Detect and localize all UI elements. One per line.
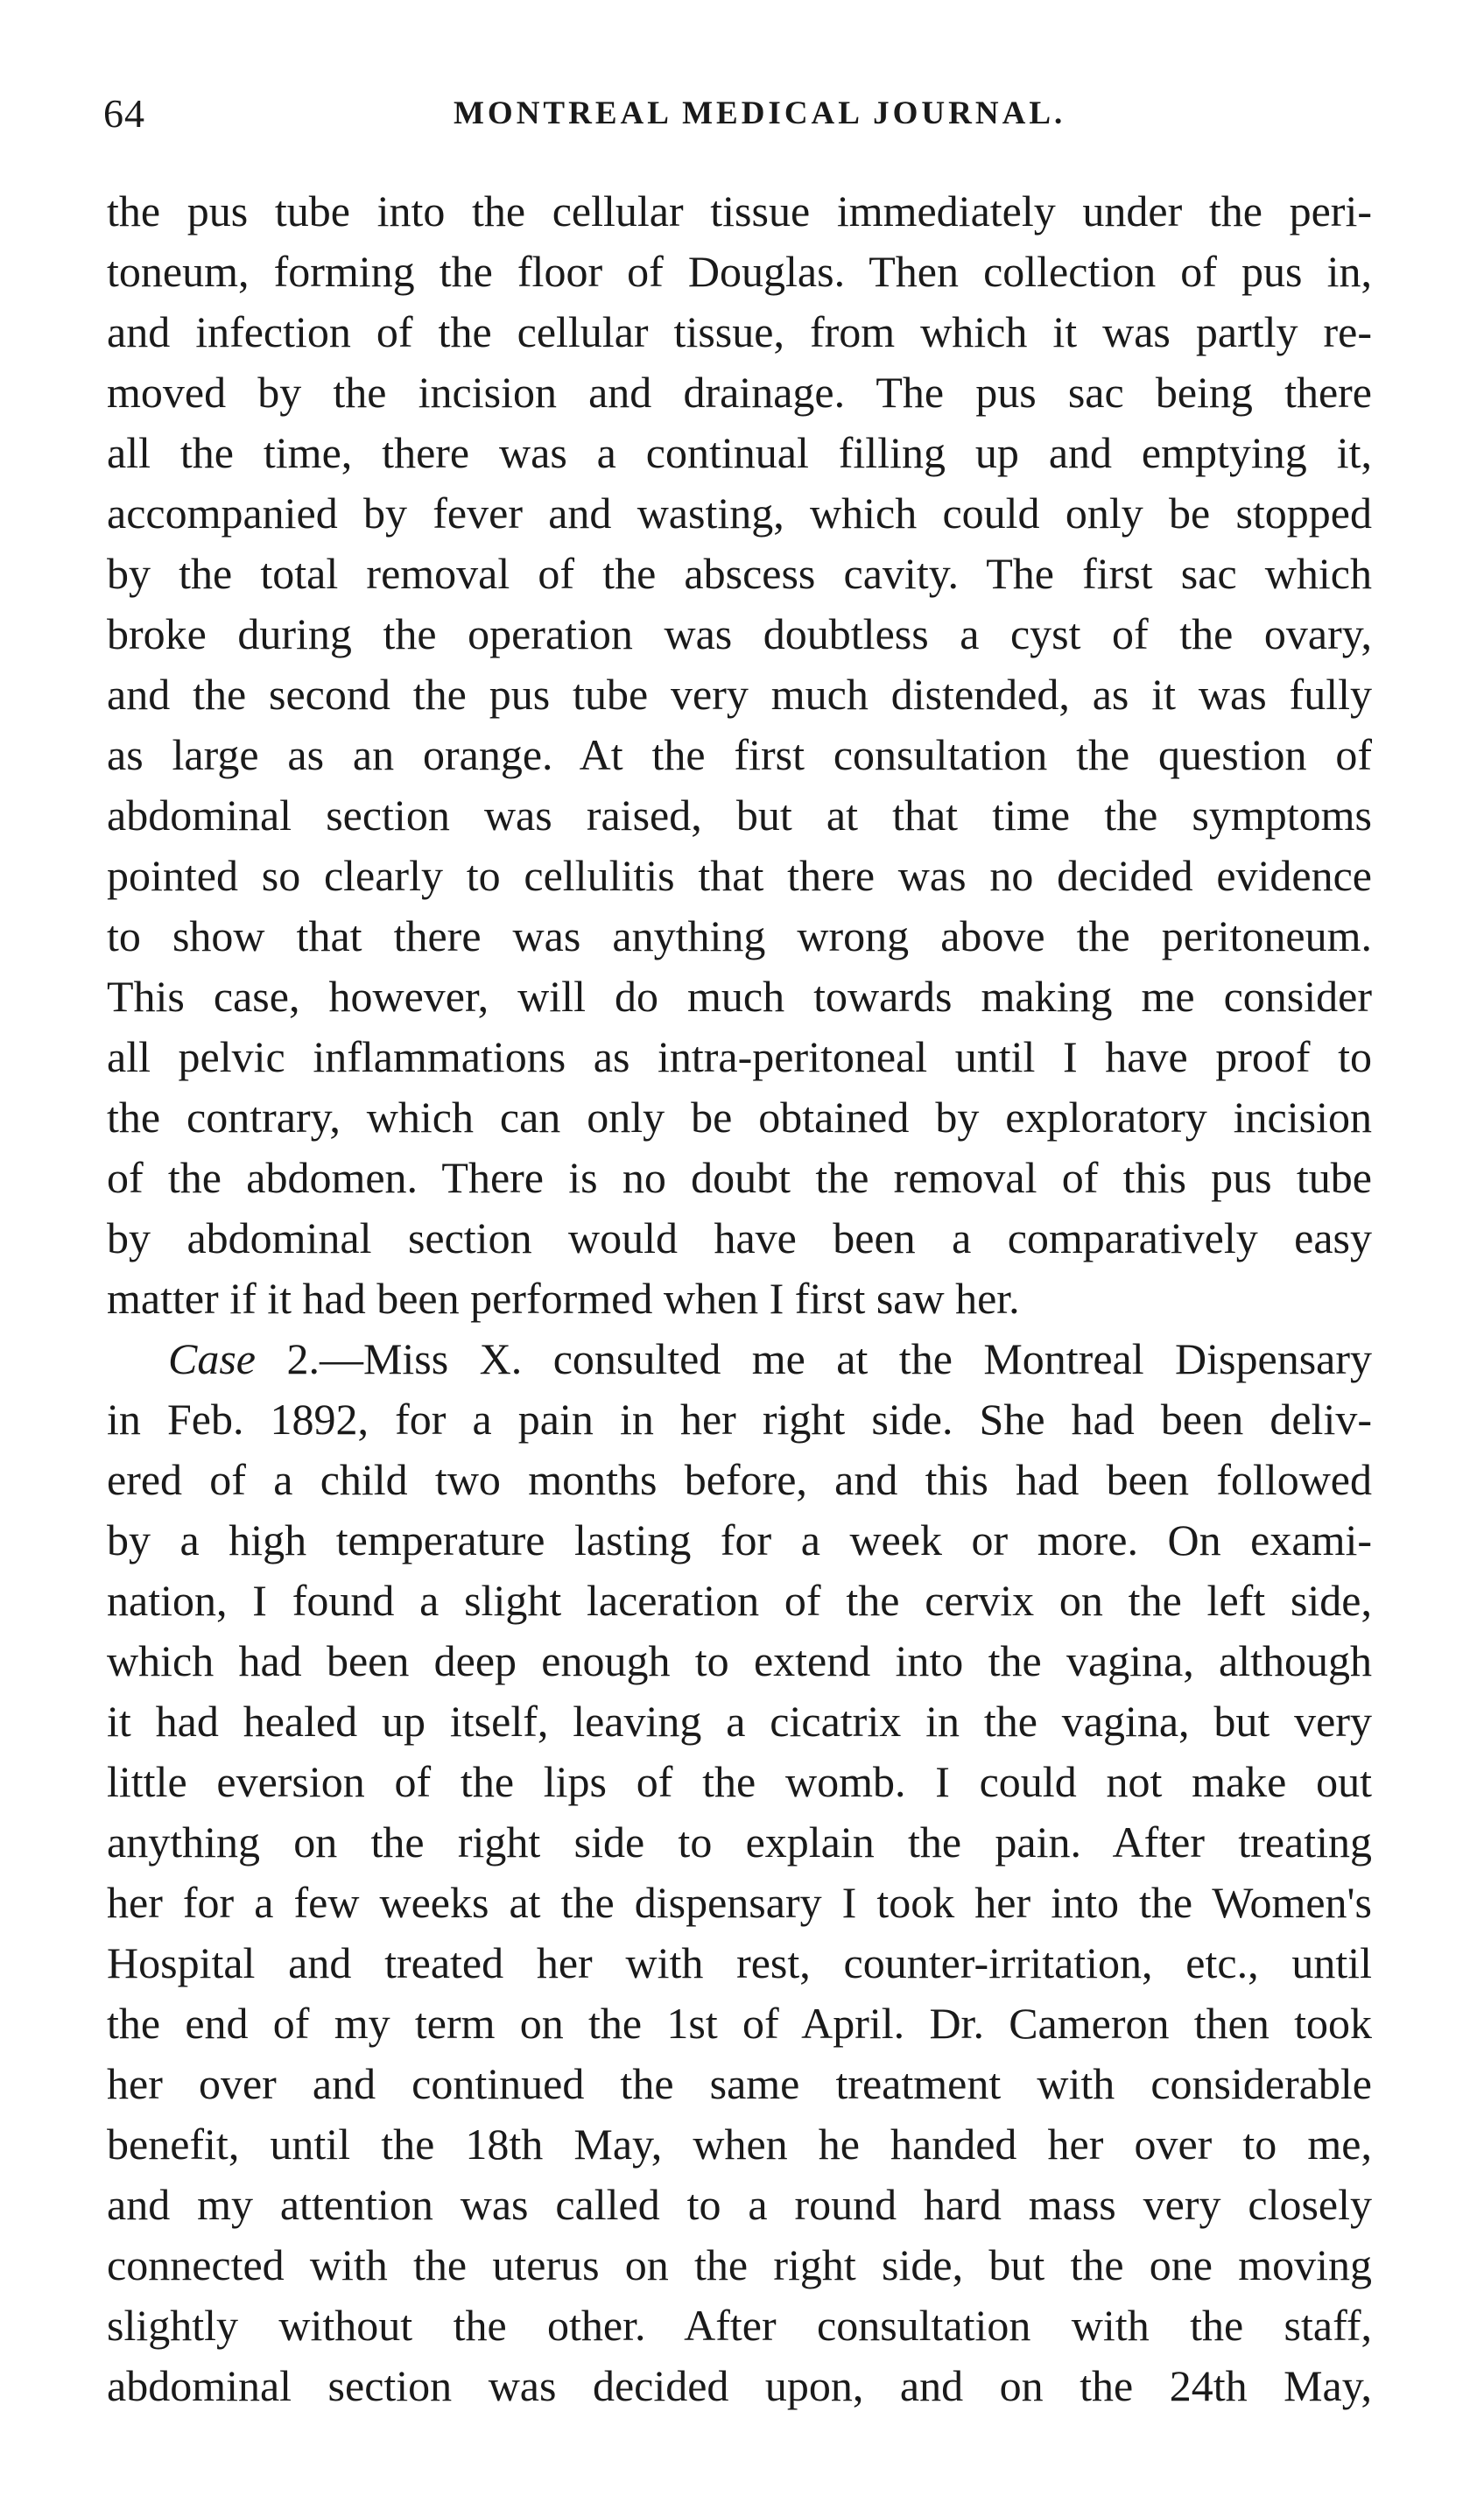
text-line: her for a few weeks at the dispensary I took her into the Women's xyxy=(107,1878,1372,1927)
case-intro: 2.—Miss X. consulted me at the Montreal Dispensary xyxy=(256,1334,1372,1383)
text-line: her over and continued the same treatment with considerable xyxy=(107,2059,1372,2108)
text-line: abdominal section was raised, but at that time the symptoms xyxy=(107,791,1372,840)
text-line: little eversion of the lips of the womb. I could not make out xyxy=(107,1757,1372,1806)
text-line: and the second the pus tube very much distended, as it was fully xyxy=(107,670,1372,719)
text-line: moved by the incision and drainage. The pus sac being there xyxy=(107,368,1372,417)
text-line: the contrary, which can only be obtained by exploratory incision xyxy=(107,1093,1372,1142)
text-line-first xyxy=(107,1329,1372,1389)
text-line: by the total removal of the abscess cavity. The first sac which xyxy=(107,549,1372,598)
text-line: anything on the right side to explain the pain. After treating xyxy=(107,1817,1372,1867)
text-line: Hospital and treated her with rest, counter-irritation, etc., until xyxy=(107,1938,1372,1987)
text-line: the pus tube into the cellular tissue immediately under the peri- xyxy=(107,186,1372,236)
page-number: 64 xyxy=(103,91,145,136)
text-line: nation, I found a slight laceration of the cervix on the left side, xyxy=(107,1576,1372,1625)
text-line: to show that there was anything wrong above the peritoneum. xyxy=(107,911,1372,960)
text-line: as large as an orange. At the first consultation the question of xyxy=(107,730,1372,779)
running-title: MONTREAL MEDICAL JOURNAL. xyxy=(454,95,1066,131)
text-line: all the time, there was a continual filling up and emptying it, xyxy=(107,428,1372,477)
text-line: by abdominal section would have been a comparatively easy xyxy=(107,1213,1372,1262)
text-line: matter if it had been performed when I first saw her. xyxy=(107,1274,1020,1323)
text-line: which had been deep enough to extend into the vagina, although xyxy=(107,1636,1372,1685)
body-text xyxy=(107,181,1372,2416)
text-line: and infection of the cellular tissue, from which it was partly re- xyxy=(107,307,1372,356)
paragraph-2 xyxy=(107,1329,1372,2416)
text-line: the end of my term on the 1st of April. Dr. Cameron then took xyxy=(107,1999,1372,2048)
page-header xyxy=(103,88,1382,140)
text-line: accompanied by fever and wasting, which could only be stopped xyxy=(107,489,1372,538)
text-line: broke during the operation was doubtless a cyst of the ovary, xyxy=(107,609,1372,658)
text-line: abdominal section was decided upon, and on the 24th May, xyxy=(107,2361,1372,2410)
text-line: pointed so clearly to cellulitis that there was no decided evidence xyxy=(107,851,1372,900)
text-line: in Feb. 1892, for a pain in her right side. She had been deliv- xyxy=(107,1395,1372,1444)
text-line: benefit, until the 18th May, when he handed her over to me, xyxy=(107,2120,1372,2169)
text-line: This case, however, will do much towards making me consider xyxy=(107,972,1372,1021)
text-line: slightly without the other. After consultation with the staff, xyxy=(107,2301,1372,2350)
text-line: and my attention was called to a round hard mass very closely xyxy=(107,2180,1372,2229)
text-line: toneum, forming the floor of Douglas. Then collection of pus in, xyxy=(107,247,1372,296)
text-line: connected with the uterus on the right side, but the one moving xyxy=(107,2240,1372,2289)
text-line: it had healed up itself, leaving a cicatrix in the vagina, but very xyxy=(107,1697,1372,1746)
text-line: ered of a child two months before, and this had been followed xyxy=(107,1455,1372,1504)
case-label: Case xyxy=(168,1334,256,1383)
text-line: all pelvic inflammations as intra-peritoneal until I have proof to xyxy=(107,1032,1372,1081)
text-line: of the abdomen. There is no doubt the removal of this pus tube xyxy=(107,1153,1372,1202)
paragraph-1 xyxy=(107,181,1372,1329)
text-line: by a high temperature lasting for a week or more. On exami- xyxy=(107,1515,1372,1564)
